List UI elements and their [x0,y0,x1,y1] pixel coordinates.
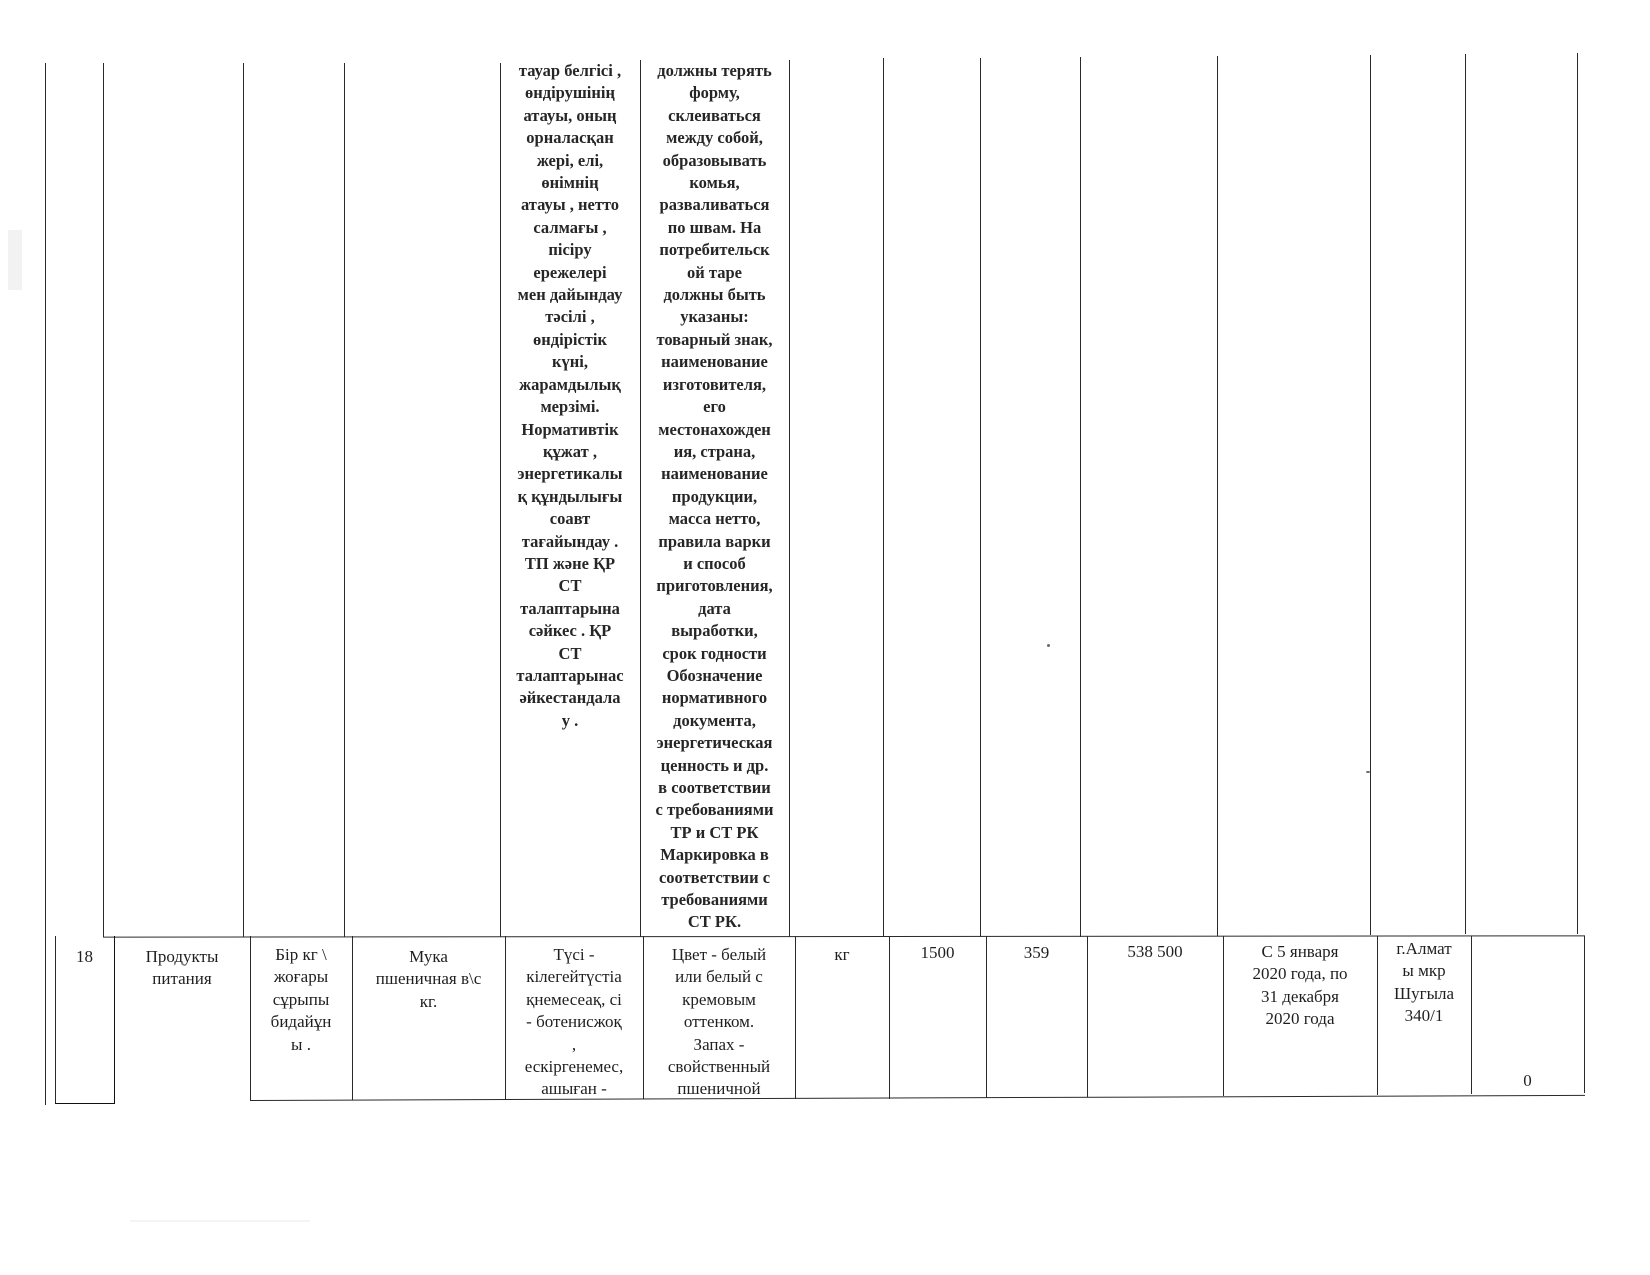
row18-sum: 538 500 [1127,942,1183,961]
scan-smudge [130,1220,310,1222]
row18-place: г.Алмат ы мкр Шугыла 340/1 [1393,939,1455,1026]
col-border-12 [1370,55,1371,935]
row18-category: Продукты питания [145,947,219,989]
upper-kz-description: тауар белгісі , өндірушінің атауы, оның орналасқан жері, елі, өнімнің атауы , нетто салмағы , пісіру ережелері мен дайындау тәсілі , өндірістік күні, жарамдылық мерзімі. Нормативтік құжат , энергетикалы қ құндылығы соавт тағайындау . ТП және ҚР СТ талаптарына сәйкес . ҚР СТ талаптарынас әйкестандала у . [516,61,624,730]
row18-ru-description: Цвет - белый или белый с кремовым оттенком. Запах - свойственный пшеничной [667,945,771,1099]
row18-name-kz: Бір кг \ жоғары сұрыпы бидайұн ы . [270,945,332,1054]
scan-speck [1047,644,1050,647]
row18-name-ru: Мука пшеничная в\с кг. [375,947,482,1011]
upper-ru-description: должны терять форму, склеиваться между собой, образовывать комья, разваливаться по швам. На потребительск ой таре должны быть указаны: товарный знак, наименование изготовителя, его местонахожден ия, страна, наименование продукции, масса нетто, правила варки и способ приготовления, дата выработки, срок годности Обозначение нормативного документа, энергетическая ценность и др. в соответствии с требованиями ТР и СТ РК Маркировка в соответствии с требованиями СТ РК. [655,61,774,932]
row18-period: С 5 января 2020 года, по 31 декабря 2020 года [1252,942,1348,1029]
col-border-2 [103,63,104,937]
col-border-7 [789,60,790,937]
col-border-14 [1577,53,1578,934]
col-border-9 [980,58,981,937]
scan-smudge [8,230,22,290]
row18-kz-description: Түсі - кілегейтүстіа қнемесеақ, сі - ботенисжоқ , ескіргенемес, ашыған - [524,945,624,1099]
row18-border-n [1584,936,1585,1093]
col-border-10 [1080,57,1081,937]
col-border-11 [1217,56,1218,936]
row18-quantity: 1500 [920,943,955,962]
col-border-1 [45,63,46,1105]
row18-advance: 0 [1523,1071,1532,1090]
bottom-border-right [250,1095,1585,1101]
row18-number: 18 [76,947,93,966]
scan-speck [1366,771,1370,773]
row18-unit: кг [834,945,850,964]
bottom-border-left [55,1103,115,1104]
col-border-3 [243,63,244,937]
row18-price: 359 [1023,943,1050,962]
row-divider [103,935,1585,937]
col-border-13 [1465,54,1466,934]
col-border-8 [883,58,884,937]
col-border-4 [344,63,345,937]
